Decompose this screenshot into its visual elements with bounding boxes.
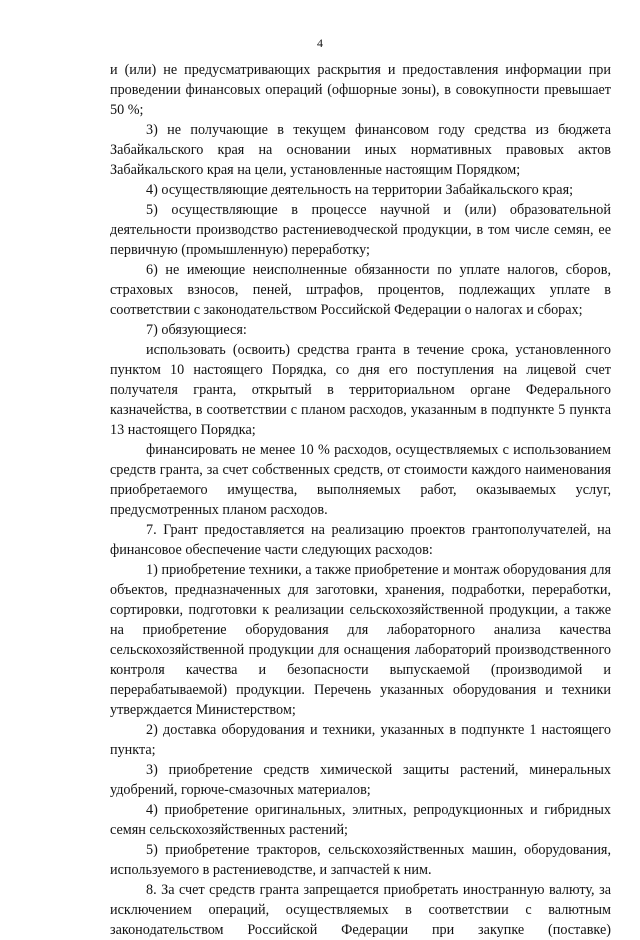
document-body bbox=[110, 60, 611, 940]
paragraph-expense-4-seeds: 4) приобретение оригинальных, элитных, репродукционных и гибридных семян сельскохозяйственных растений; bbox=[110, 802, 611, 838]
paragraph-use-grant: использовать (освоить) средства гранта в течение срока, установленного пунктом 10 настоящего Порядка, со дня его поступления на лицевой счет получателя гранта, открытый в территориальном органе Федерального казначейства, в соответствии с планом расходов, указанным в подпункте 5 пункта 13 настоящего Порядка; bbox=[110, 342, 611, 438]
paragraph-expense-1-equipment: 1) приобретение техники, а также приобретение и монтаж оборудования для объектов, предназначенных для заготовки, хранения, подработки, переработки, сортировки, подготовки к реализации сельскохозяйственной продукции, а также на приобретение оборудования для лабораторного анализа качества сельскохозяйственной продукции для оснащения лабораторий производственного контроля качества и безопасности выпускаемой (производимой и перерабатываемой) продукции. Перечень указанных оборудования и техники утверждается Министерством; bbox=[110, 562, 611, 718]
paragraph-section-8-prohibition: 8. За счет средств гранта запрещается приобретать иностранную валюту, за исключением операций, осуществляемых в соответствии с валютным законодательством Российской Федерации при закупке (поставке) bbox=[110, 882, 611, 938]
paragraph-expense-5-tractors: 5) приобретение тракторов, сельскохозяйственных машин, оборудования, используемого в растениеводстве, и запчастей к ним. bbox=[110, 842, 611, 878]
paragraph-offshore-continuation: и (или) не предусматривающих раскрытия и предоставления информации при проведении финансовых операций (офшорные зоны), в совокупности превышает 50 %; bbox=[110, 62, 611, 118]
paragraph-item-5-production: 5) осуществляющие в процессе научной и (или) образовательной деятельности производство растениеводческой продукции, в том числе семян, ее первичную (промышленную) переработку; bbox=[110, 202, 611, 258]
paragraph-item-7-obligations: 7) обязующиеся: bbox=[146, 322, 247, 338]
paragraph-expense-2-delivery: 2) доставка оборудования и техники, указанных в подпункте 1 настоящего пункта; bbox=[110, 722, 611, 758]
paragraph-item-4-territory: 4) осуществляющие деятельность на территории Забайкальского края; bbox=[146, 182, 574, 198]
paragraph-item-3-budget: 3) не получающие в текущем финансовом году средства из бюджета Забайкальского края на основании иных нормативных правовых актов Забайкальского края на цели, установленные настоящим Порядком; bbox=[110, 122, 611, 178]
paragraph-cofinancing: финансировать не менее 10 % расходов, осуществляемых с использованием средств гранта, за счет собственных средств, от стоимости каждого наименования приобретаемого имущества, выполняемых работ, оказываемых услуг, предусмотренных планом расходов. bbox=[110, 442, 611, 518]
paragraph-item-6-taxes: 6) не имеющие неисполненные обязанности по уплате налогов, сборов, страховых взносов, пеней, штрафов, процентов, подлежащих уплате в соответствии с законодательством Российской Федерации о налогах и сборах; bbox=[110, 262, 611, 318]
paragraph-expense-3-chemicals: 3) приобретение средств химической защиты растений, минеральных удобрений, горюче-смазочных материалов; bbox=[110, 762, 611, 798]
page-number: 4 bbox=[317, 36, 323, 50]
paragraph-section-7-grant-purpose: 7. Грант предоставляется на реализацию проектов грантополучателей, на финансовое обеспечение части следующих расходов: bbox=[110, 522, 611, 558]
